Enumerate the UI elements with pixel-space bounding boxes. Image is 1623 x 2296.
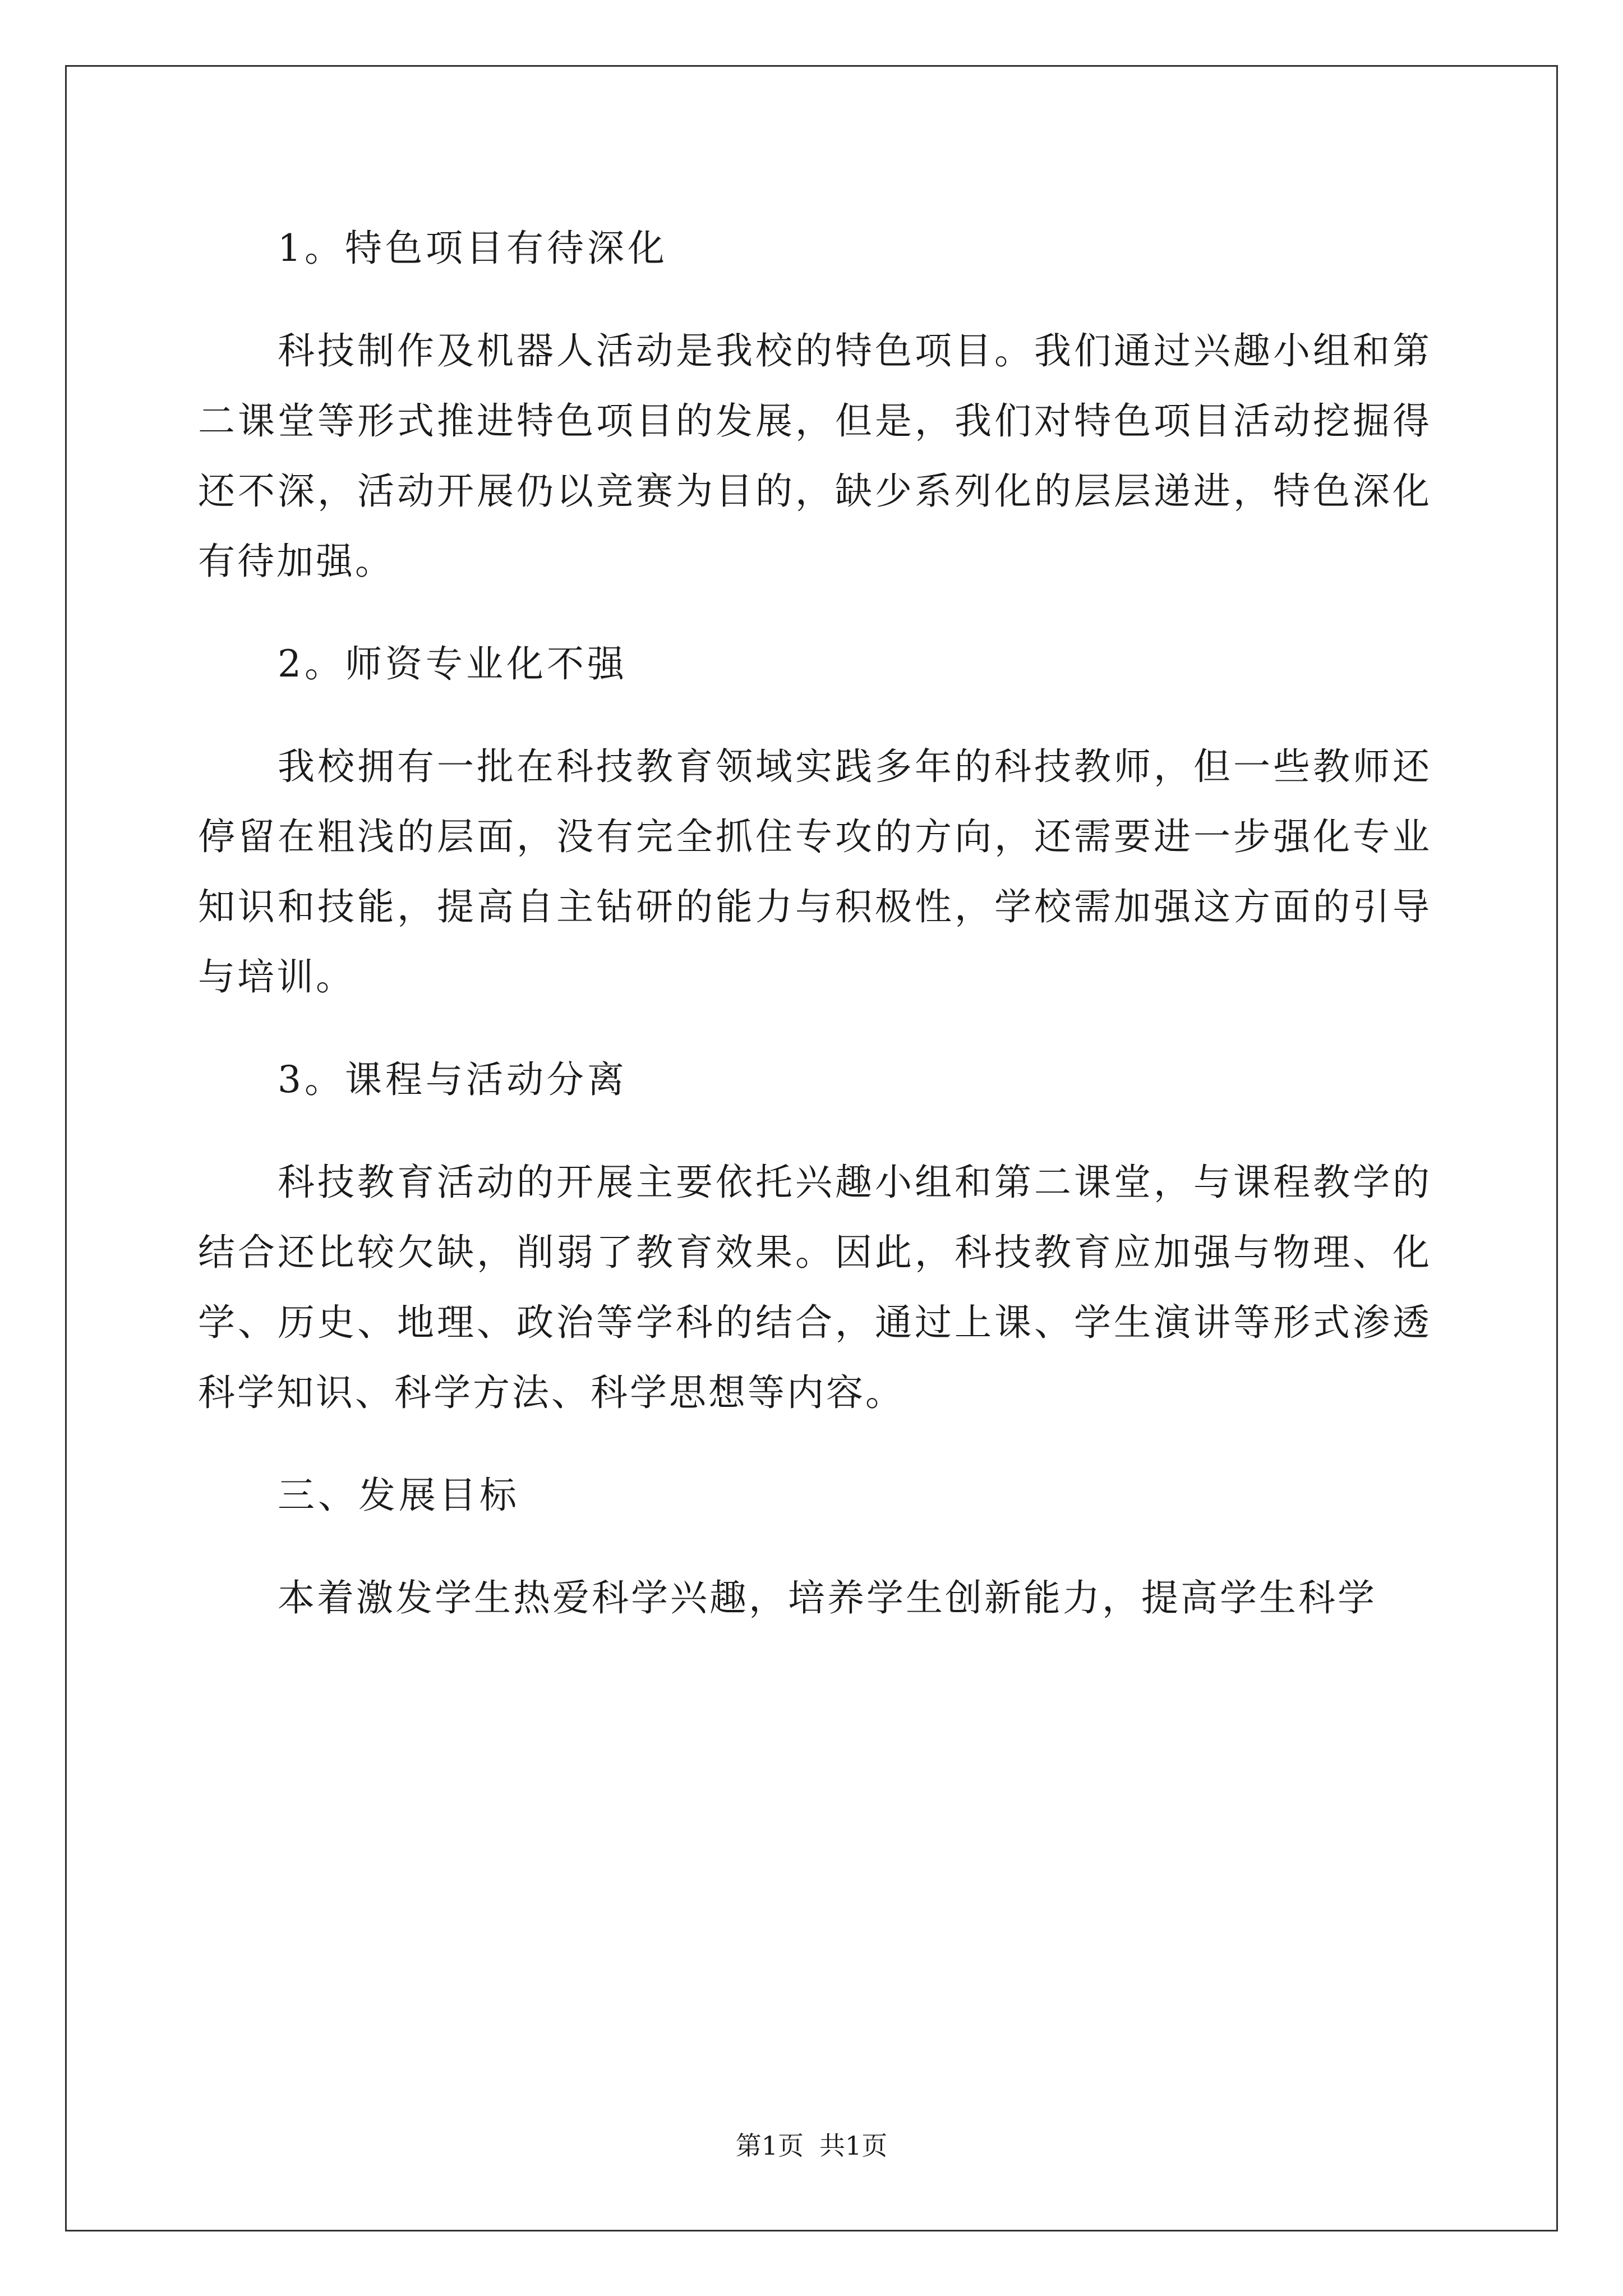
page-number: 第1页 — [735, 2131, 804, 2161]
page-footer — [0, 2129, 1623, 2162]
document-body — [198, 213, 1432, 1665]
section-heading-1: 1。特色项目有待深化 — [278, 227, 668, 270]
page-total: 共1页 — [819, 2131, 888, 2161]
section-heading-3: 3。课程与活动分离 — [278, 1058, 628, 1101]
paragraph-2: 我校拥有一批在科技教育领域实践多年的科技教师，但一些教师还停留在粗浅的层面，没有完全抓住专攻的方向，还需要进一步强化专业知识和技能，提高自主钻研的能力与积极性，学校需加强这方面的引导与培训。 — [198, 745, 1432, 999]
paragraph-3: 科技教育活动的开展主要依托兴趣小组和第二课堂，与课程教学的结合还比较欠缺，削弱了教育效果。因此，科技教育应加强与物理、化学、历史、地理、政治等学科的结合，通过上课、学生演讲等形式渗透科学知识、科学方法、科学思想等内容。 — [198, 1161, 1432, 1414]
paragraph-1: 科技制作及机器人活动是我校的特色项目。我们通过兴趣小组和第二课堂等形式推进特色项目的发展，但是，我们对特色项目活动挖掘得还不深，活动开展仍以竞赛为目的，缺少系列化的层层递进，特色深化有待加强。 — [198, 329, 1432, 583]
paragraph-4: 本着激发学生热爱科学兴趣，培养学生创新能力，提高学生科学 — [278, 1576, 1377, 1619]
section-heading-development-goals: 三、发展目标 — [278, 1474, 520, 1517]
section-heading-2: 2。师资专业化不强 — [278, 642, 628, 685]
